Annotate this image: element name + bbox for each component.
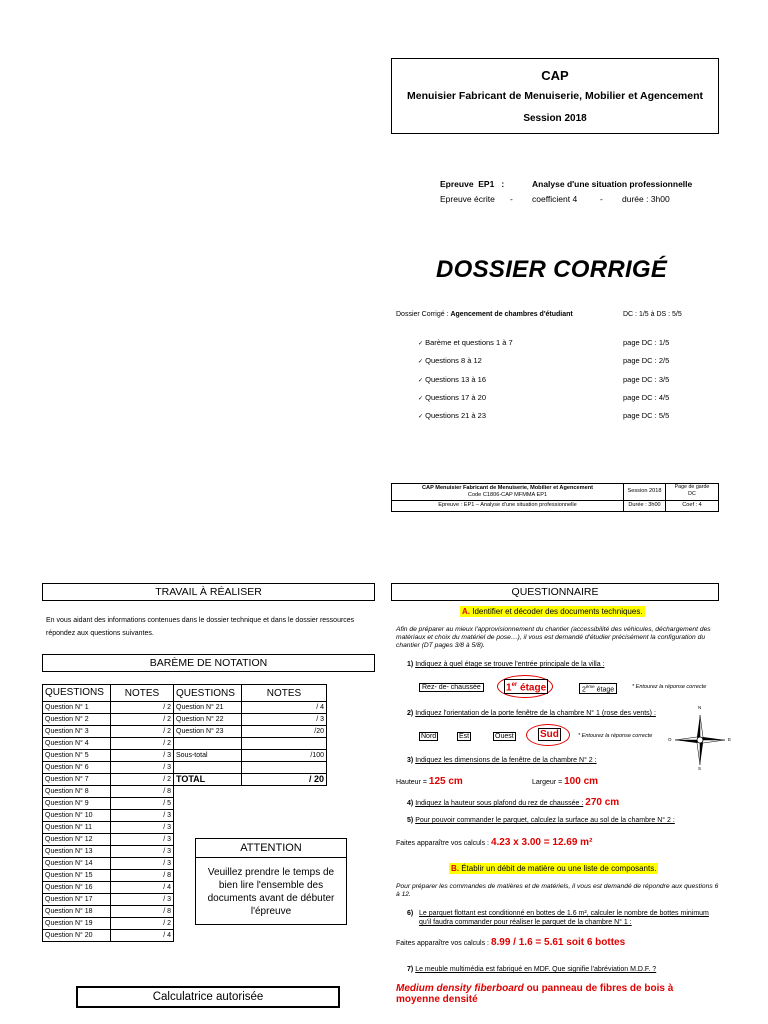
table-empty [174, 822, 242, 834]
table-cell: Question N° 15 [43, 870, 111, 882]
q7-answer-italic: Medium density fiberboard [396, 983, 524, 994]
check-icon: ✓ [418, 396, 424, 402]
table-header: QUESTIONS [43, 685, 111, 702]
q1-opt3-sup: ème [585, 684, 595, 689]
table-header: NOTES [111, 685, 174, 702]
check-icon: ✓ [418, 359, 424, 365]
dossier-item-page: page DC : 4/5 [623, 393, 670, 402]
table-row [43, 738, 327, 750]
q1-line [407, 661, 604, 668]
attention-text: Veuillez prendre le temps de bien lire l'ensemble des documents avant de débuter l'épreuve [207, 867, 335, 917]
table-cell: / 2 [111, 702, 174, 714]
table-cell: / 4 [111, 882, 174, 894]
q6-num: 6) [407, 910, 414, 917]
epreuve-ecrite: Epreuve écrite [440, 194, 495, 204]
table-cell [242, 738, 327, 750]
table-empty [242, 786, 327, 798]
table-cell: / 2 [111, 726, 174, 738]
table-cell: Question N° 20 [43, 930, 111, 942]
table-row [43, 786, 327, 798]
compass-s: S [698, 766, 702, 771]
table-cell: / 3 [111, 750, 174, 762]
table-header: QUESTIONS [174, 685, 242, 702]
dossier-item-label: Questions 13 à 16 [425, 375, 487, 384]
epreuve-name: Analyse d'une situation professionnelle [532, 179, 693, 189]
section-b-text: Établir un débit de matière ou une liste de composants. [459, 864, 657, 873]
table-header: NOTES [242, 685, 327, 702]
table-cell: / 3 [111, 858, 174, 870]
q4-text: Indiquez la hauteur sous plafond du rez de chaussée : [415, 800, 584, 807]
q4-answer: 270 cm [585, 797, 620, 808]
table-cell: Question N° 23 [174, 726, 242, 738]
q2-opt-ouest: Ouest [495, 733, 514, 740]
q4-num: 4) [407, 800, 414, 807]
list-item [418, 338, 718, 347]
q1-opt2-rest: étage [517, 682, 547, 694]
q6-label: Faites apparaître vos calculs : [396, 940, 491, 947]
table-cell: Question N° 6 [43, 762, 111, 774]
q2-text: Indiquez l'orientation de la porte fenêtre de la chambre N° 1 (rose des vents) : [415, 710, 656, 717]
q1-num: 1) [407, 661, 414, 668]
table-row [43, 822, 327, 834]
dossier-item-page: page DC : 3/5 [623, 375, 670, 384]
list-item [418, 411, 718, 420]
table-cell [174, 762, 242, 774]
section-b-title [449, 863, 658, 874]
main-title: DOSSIER CORRIGÉ [436, 256, 668, 283]
q3-height-answer: 125 cm [428, 776, 463, 787]
table-cell: Question N° 5 [43, 750, 111, 762]
table-cell: Question N° 4 [43, 738, 111, 750]
dossier-subject: Agencement de chambres d'étudiant [450, 311, 573, 318]
q3-width [532, 776, 598, 787]
table-cell: / 4 [242, 702, 327, 714]
q3-width-answer: 100 cm [564, 776, 599, 787]
list-item [418, 356, 718, 365]
q2-opt-nord: Nord [421, 733, 437, 740]
table-cell: Sous-total [174, 750, 242, 762]
list-item [418, 375, 718, 384]
table-cell: / 2 [111, 918, 174, 930]
check-icon: ✓ [418, 378, 424, 384]
compass-o: O [668, 737, 672, 742]
table-cell: / 3 [242, 714, 327, 726]
table-cell: / 3 [111, 822, 174, 834]
table-empty [174, 798, 242, 810]
q2-opt-sud: Sud [540, 729, 559, 740]
table-cell: / 2 [111, 714, 174, 726]
table-cell: Question N° 16 [43, 882, 111, 894]
footer-page-label: Page de garde [674, 484, 710, 490]
compass-rose [668, 705, 732, 771]
travail-title [42, 583, 375, 601]
epreuve-dash-1: - [510, 194, 513, 204]
dossier-item-label: Questions 21 à 23 [425, 411, 487, 420]
table-empty [242, 798, 327, 810]
table-row [43, 810, 327, 822]
travail-intro: En vous aidant des informations contenues dans le dossier technique et dans le dossier ressources répondez aux questions suivantes. [46, 617, 355, 637]
footer-duree: Durée : 3h00 [628, 502, 661, 508]
footer-code: Code C1806-CAP MFMMA EP1 [467, 492, 548, 498]
attention-box [195, 838, 347, 925]
calculator-note [76, 986, 340, 1008]
table-row [43, 930, 327, 942]
dossier-item-page: page DC : 2/5 [623, 356, 670, 365]
q5-answer-line [396, 837, 592, 848]
table-cell: Question N° 12 [43, 834, 111, 846]
q2-num: 2) [407, 710, 414, 717]
table-row [43, 750, 327, 762]
check-icon: ✓ [418, 341, 424, 347]
q1-opt2-num: 1 [506, 682, 512, 694]
table-cell: Question N° 21 [174, 702, 242, 714]
q5-num: 5) [407, 817, 414, 824]
table-cell: Question N° 9 [43, 798, 111, 810]
bareme-title [42, 654, 375, 672]
table-cell: / 3 [111, 810, 174, 822]
q2-note: * Entourez la réponse correcte [578, 733, 653, 739]
table-cell: / 3 [111, 894, 174, 906]
table-cell [174, 738, 242, 750]
epreuve-label: Epreuve EP1 : [440, 179, 505, 189]
epreuve-duree: durée : 3h00 [622, 194, 670, 204]
q1-opt3-num: 2 [582, 686, 586, 694]
q2-line [407, 710, 656, 717]
q1-text: Indiquez à quel étage se trouve l'entrée principale de la villa : [415, 661, 605, 668]
table-cell: TOTAL [174, 774, 242, 786]
q1-note: * Entourez la réponse correcte [632, 684, 707, 690]
table-cell: / 8 [111, 786, 174, 798]
q5-answer: 4.23 x 3.00 = 12.69 m² [490, 837, 593, 848]
header-box [391, 58, 719, 134]
q3-num: 3) [407, 757, 414, 764]
footer-session: Session 2018 [627, 488, 662, 494]
q3-width-label: Largeur = [532, 779, 565, 786]
compass-n: N [698, 705, 702, 710]
q2-opt-est: Est [459, 733, 470, 740]
table-cell: Question N° 8 [43, 786, 111, 798]
compass-e: E [728, 737, 732, 742]
dossier-item-label: Questions 17 à 20 [425, 393, 487, 402]
section-a-intro: Afin de préparer au mieux l'approvisionnement du chantier (accessibilité des véhicules, déchargement des matériaux et choix du matériel de pose…), il vous est demandé d'étudier précisément la configuration du chantier (DT pages 3/8 à 5/8). [396, 626, 711, 649]
table-cell: Question N° 19 [43, 918, 111, 930]
table-cell: Question N° 13 [43, 846, 111, 858]
q1-opt1: Rez- de- chaussée [419, 683, 484, 692]
table-row [43, 774, 327, 786]
header-subtitle: Menuisier Fabricant de Menuiserie, Mobilier et Agencement [406, 90, 703, 102]
table-cell: / 2 [111, 738, 174, 750]
table-cell: Question N° 10 [43, 810, 111, 822]
table-cell: Question N° 17 [43, 894, 111, 906]
table-empty [174, 810, 242, 822]
table-cell: / 4 [111, 930, 174, 942]
q3-text: Indiquez les dimensions de la fenêtre de la chambre N° 2 : [415, 757, 597, 764]
footer-page-code: DC [688, 491, 696, 497]
q3-line [407, 757, 597, 764]
table-empty [174, 786, 242, 798]
table-cell: / 3 [111, 834, 174, 846]
check-icon: ✓ [418, 414, 424, 420]
table-cell [242, 762, 327, 774]
table-cell: Question N° 18 [43, 906, 111, 918]
q5-text: Pour pouvoir commander le parquet, calculez la surface au sol de la chambre N° 2 : [415, 817, 675, 824]
dossier-item-label: Questions 8 à 12 [425, 356, 482, 365]
footer-row-divider [392, 500, 718, 501]
questionnaire-title-text: QUESTIONNAIRE [511, 586, 599, 598]
dossier-item-label: Barème et questions 1 à 7 [425, 338, 513, 347]
table-row [43, 762, 327, 774]
table-cell: / 3 [111, 846, 174, 858]
table-cell: /100 [242, 750, 327, 762]
table-cell: Question N° 1 [43, 702, 111, 714]
table-cell: / 20 [242, 774, 327, 786]
table-cell: Question N° 22 [174, 714, 242, 726]
table-empty [242, 930, 327, 942]
q3-height [396, 776, 463, 787]
q5-line [407, 817, 675, 824]
footer-title: CAP Menuisier Fabricant de Menuiserie, Mobilier et Agencement [422, 485, 593, 491]
footer-epreuve: Epreuve : EP1 – Analyse d'une situation professionnelle [438, 502, 577, 508]
q7-answer [396, 983, 716, 1005]
table-empty [174, 930, 242, 942]
q6-answer-line [396, 937, 625, 948]
dossier-pages: DC : 1/5 à DS : 5/5 [623, 311, 682, 318]
table-cell: / 3 [111, 762, 174, 774]
calculator-note-text: Calculatrice autorisée [152, 991, 264, 1003]
q6-text: Le parquet flottant est conditionné en bottes de 1.6 m², calculer le nombre de bottes minimum qu'il faudra commander pour réaliser le parquet de la chambre N° 1 : [419, 910, 709, 926]
footer-table [391, 483, 719, 512]
table-header-row [43, 685, 327, 702]
dossier-item-page: page DC : 5/5 [623, 411, 670, 420]
footer-coef: Coef : 4 [682, 502, 702, 508]
bareme-title-text: BARÈME DE NOTATION [149, 657, 268, 669]
q1-opt3-rest: étage [594, 686, 615, 694]
table-cell: Question N° 14 [43, 858, 111, 870]
q7-line [407, 966, 656, 973]
q7-text: Le meuble multimédia est fabriqué en MDF. Que signifie l'abréviation M.D.F. ? [415, 966, 657, 973]
table-row [43, 798, 327, 810]
compass-icon [672, 712, 728, 768]
table-cell: Question N° 7 [43, 774, 111, 786]
q1-opt2-sup: er [511, 682, 518, 688]
q1-opt2 [504, 679, 548, 694]
travail-title-text: TRAVAIL À RÉALISER [155, 586, 262, 598]
table-row [43, 714, 327, 726]
q6-line [407, 909, 719, 927]
section-b-letter: B. [451, 864, 459, 873]
q6-answer: 8.99 / 1.6 = 5.61 soit 6 bottes [490, 937, 626, 948]
table-row [43, 702, 327, 714]
table-cell: / 5 [111, 798, 174, 810]
epreuve-dash-2: - [600, 194, 603, 204]
questionnaire-title [391, 583, 719, 601]
q1-opt3 [579, 683, 617, 694]
header-title: CAP [541, 68, 569, 83]
table-cell: / 2 [111, 774, 174, 786]
table-cell: / 8 [111, 906, 174, 918]
dossier-line [396, 311, 573, 318]
section-a-text: Identifier et décoder des documents techniques. [470, 607, 643, 616]
table-cell: / 8 [111, 870, 174, 882]
list-item [418, 393, 718, 402]
epreuve-coef: coefficient 4 [532, 194, 578, 204]
table-cell: /20 [242, 726, 327, 738]
table-row [43, 726, 327, 738]
q7-num: 7) [407, 966, 414, 973]
q7-answer-rest: ou panneau de fibres de bois à moyenne densité [396, 983, 677, 1005]
table-empty [242, 822, 327, 834]
table-cell: Question N° 3 [43, 726, 111, 738]
dossier-item-page: page DC : 1/5 [623, 338, 670, 347]
attention-title: ATTENTION [196, 839, 346, 858]
q5-label: Faites apparaître vos calculs : [396, 840, 491, 847]
q3-height-label: Hauteur = [396, 779, 429, 786]
table-cell: Question N° 2 [43, 714, 111, 726]
section-b-intro: Pour préparer les commandes de matières et de matériels, il vous est demandé de répondre aux questions 6 à 12. [396, 883, 719, 898]
dossier-prefix: Dossier Corrigé : [396, 311, 451, 318]
section-a-title [460, 606, 645, 617]
section-a-letter: A. [462, 607, 470, 616]
table-empty [242, 810, 327, 822]
q4-line [407, 797, 619, 808]
table-cell: Question N° 11 [43, 822, 111, 834]
header-session: Session 2018 [523, 113, 587, 124]
